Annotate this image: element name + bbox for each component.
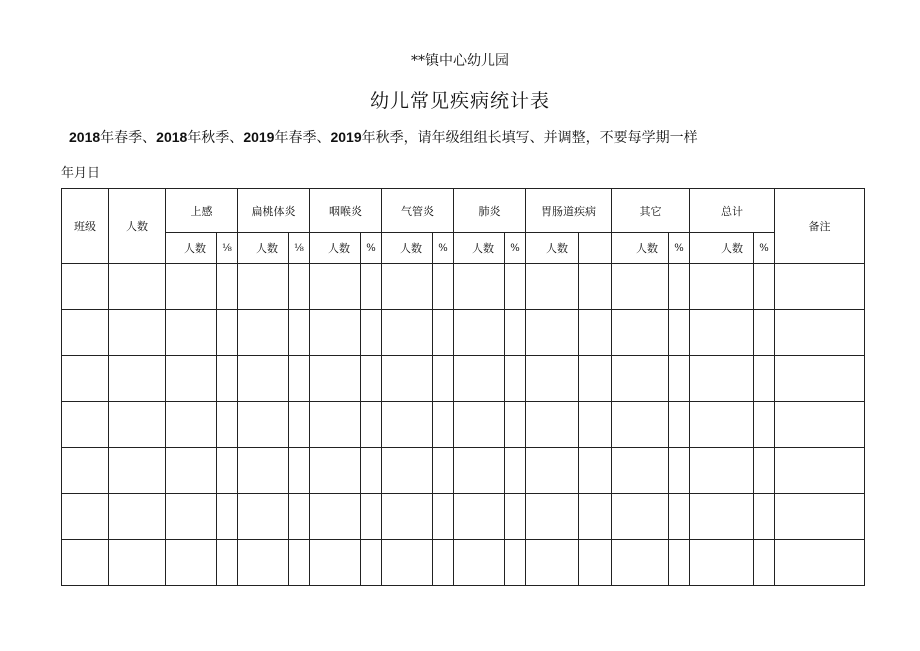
table-cell[interactable] [612, 264, 669, 310]
table-cell[interactable] [612, 356, 669, 402]
table-cell[interactable] [775, 494, 865, 540]
subheader-percent [579, 233, 612, 264]
table-cell[interactable] [62, 356, 109, 402]
table-cell[interactable] [62, 448, 109, 494]
table-cell[interactable] [310, 356, 361, 402]
table-cell[interactable] [361, 540, 382, 586]
instruction-year: 2018 [156, 129, 188, 145]
table-cell[interactable] [289, 264, 310, 310]
table-cell[interactable] [775, 540, 865, 586]
subheader-count: 人数 [690, 233, 754, 264]
table-cell[interactable] [109, 402, 166, 448]
table-cell[interactable] [166, 494, 217, 540]
table-cell[interactable] [217, 494, 238, 540]
table-cell[interactable] [382, 540, 433, 586]
table-cell[interactable] [579, 494, 612, 540]
table-cell[interactable] [526, 356, 579, 402]
table-cell[interactable] [669, 402, 690, 448]
table-cell[interactable] [289, 494, 310, 540]
table-cell[interactable] [754, 448, 775, 494]
header-disease: 肺炎 [454, 189, 526, 233]
table-cell[interactable] [526, 448, 579, 494]
header-disease: 扁桃体炎 [238, 189, 310, 233]
table-cell[interactable] [505, 494, 526, 540]
header-disease: 其它 [612, 189, 690, 233]
table-cell[interactable] [505, 448, 526, 494]
table-cell[interactable] [310, 402, 361, 448]
table-cell[interactable] [289, 310, 310, 356]
table-cell[interactable] [166, 310, 217, 356]
table-cell[interactable] [433, 402, 454, 448]
table-cell[interactable] [238, 448, 289, 494]
table-cell[interactable] [690, 264, 754, 310]
table-cell[interactable] [454, 494, 505, 540]
table-cell[interactable] [109, 264, 166, 310]
table-cell[interactable] [526, 310, 579, 356]
table-cell[interactable] [109, 540, 166, 586]
table-cell[interactable] [238, 264, 289, 310]
table-row [62, 402, 865, 448]
subheader-percent: % [361, 233, 382, 264]
header-count: 人数 [109, 189, 166, 264]
table-cell[interactable] [454, 540, 505, 586]
instruction-text: 年秋季、 [187, 130, 244, 146]
header-disease: 咽喉炎 [310, 189, 382, 233]
instruction-text: 年春季、 [274, 130, 331, 146]
header-disease: 胃肠道疾病 [526, 189, 612, 233]
table-cell[interactable] [109, 494, 166, 540]
table-cell[interactable] [775, 356, 865, 402]
table-cell[interactable] [361, 310, 382, 356]
table-cell[interactable] [754, 264, 775, 310]
header-class: 班级 [62, 189, 109, 264]
table-cell[interactable] [433, 494, 454, 540]
table-cell[interactable] [382, 494, 433, 540]
table-cell[interactable] [505, 310, 526, 356]
table-cell[interactable] [690, 356, 754, 402]
table-cell[interactable] [166, 356, 217, 402]
table-cell[interactable] [433, 310, 454, 356]
instruction-year: 2019 [243, 129, 275, 145]
table-cell[interactable] [754, 540, 775, 586]
table-cell[interactable] [166, 540, 217, 586]
table-cell[interactable] [690, 494, 754, 540]
table-cell[interactable] [62, 540, 109, 586]
instruction-text: 年春季、 [100, 130, 157, 146]
table-cell[interactable] [433, 448, 454, 494]
organization-name: **镇中心幼儿园 [411, 53, 509, 69]
table-cell[interactable] [690, 402, 754, 448]
table-cell[interactable] [690, 540, 754, 586]
subheader-count: 人数 [166, 233, 217, 264]
table-cell[interactable] [579, 264, 612, 310]
table-cell[interactable] [166, 448, 217, 494]
instruction-year: 2018 [69, 129, 101, 145]
table-cell[interactable] [775, 448, 865, 494]
table-cell[interactable] [382, 264, 433, 310]
table-cell[interactable] [166, 264, 217, 310]
subheader-percent: % [505, 233, 526, 264]
table-cell[interactable] [669, 448, 690, 494]
table-cell[interactable] [612, 540, 669, 586]
table-cell[interactable] [612, 448, 669, 494]
table-cell[interactable] [62, 264, 109, 310]
document-title: 幼儿常见疾病统计表 [369, 90, 550, 112]
table-cell[interactable] [612, 494, 669, 540]
table-cell[interactable] [361, 448, 382, 494]
table-cell[interactable] [612, 310, 669, 356]
table-cell[interactable] [217, 356, 238, 402]
table-cell[interactable] [433, 356, 454, 402]
table-cell[interactable] [579, 540, 612, 586]
table-cell[interactable] [433, 540, 454, 586]
table-cell[interactable] [690, 310, 754, 356]
table-cell[interactable] [505, 402, 526, 448]
table-cell[interactable] [361, 494, 382, 540]
subheader-count: 人数 [454, 233, 505, 264]
table-row [62, 494, 865, 540]
instruction-year: 2019 [330, 129, 362, 145]
table-cell[interactable] [505, 264, 526, 310]
table-cell[interactable] [526, 540, 579, 586]
table-cell[interactable] [310, 310, 361, 356]
table-cell[interactable] [454, 448, 505, 494]
table-cell[interactable] [217, 310, 238, 356]
table-cell[interactable] [775, 310, 865, 356]
table-cell[interactable] [238, 494, 289, 540]
table-cell[interactable] [217, 448, 238, 494]
table-cell[interactable] [238, 356, 289, 402]
table-cell[interactable] [669, 540, 690, 586]
table-cell[interactable] [289, 540, 310, 586]
table-cell[interactable] [382, 402, 433, 448]
subheader-percent: % [754, 233, 775, 264]
table-cell[interactable] [361, 356, 382, 402]
subheader-count: 人数 [238, 233, 289, 264]
header-disease: 上感 [166, 189, 238, 233]
table-cell[interactable] [238, 402, 289, 448]
table-cell[interactable] [526, 494, 579, 540]
table-cell[interactable] [109, 448, 166, 494]
table-cell[interactable] [310, 540, 361, 586]
table-cell[interactable] [310, 264, 361, 310]
subheader-percent: % [669, 233, 690, 264]
table-cell[interactable] [289, 448, 310, 494]
table-cell[interactable] [382, 310, 433, 356]
table-cell[interactable] [217, 540, 238, 586]
table-cell[interactable] [62, 402, 109, 448]
table-cell[interactable] [775, 264, 865, 310]
table-row [62, 356, 865, 402]
table-cell[interactable] [579, 448, 612, 494]
subheader-count: 人数 [526, 233, 579, 264]
table-cell[interactable] [754, 494, 775, 540]
subheader-count: 人数 [310, 233, 361, 264]
table-cell[interactable] [361, 264, 382, 310]
table-cell[interactable] [433, 264, 454, 310]
table-row [62, 310, 865, 356]
table-cell[interactable] [754, 402, 775, 448]
subheader-count: 人数 [612, 233, 669, 264]
table-cell[interactable] [690, 448, 754, 494]
table-cell[interactable] [382, 448, 433, 494]
date-label: 年月日 [61, 166, 101, 181]
table-cell[interactable] [669, 264, 690, 310]
table-cell[interactable] [579, 356, 612, 402]
table-cell[interactable] [754, 310, 775, 356]
table-cell[interactable] [579, 310, 612, 356]
table-cell[interactable] [454, 310, 505, 356]
table-cell[interactable] [526, 402, 579, 448]
table-cell[interactable] [289, 356, 310, 402]
table-cell[interactable] [454, 402, 505, 448]
instruction-note [69, 127, 698, 147]
table-cell[interactable] [454, 356, 505, 402]
disease-statistics-table [61, 188, 865, 586]
table-row [62, 540, 865, 586]
subheader-percent: % [433, 233, 454, 264]
table-cell[interactable] [505, 540, 526, 586]
table-cell[interactable] [669, 356, 690, 402]
table-cell[interactable] [62, 310, 109, 356]
subheader-percent: ⅛ [217, 233, 238, 264]
table-cell[interactable] [579, 402, 612, 448]
table-cell[interactable] [238, 540, 289, 586]
table-cell[interactable] [669, 494, 690, 540]
table-cell[interactable] [669, 310, 690, 356]
table-cell[interactable] [775, 402, 865, 448]
table-cell[interactable] [217, 402, 238, 448]
table-cell[interactable] [382, 356, 433, 402]
table-cell[interactable] [109, 310, 166, 356]
table-cell[interactable] [310, 494, 361, 540]
table-cell[interactable] [612, 402, 669, 448]
table-row [62, 448, 865, 494]
header-disease: 气管炎 [382, 189, 454, 233]
table-cell[interactable] [754, 356, 775, 402]
table-row [62, 264, 865, 310]
table-cell[interactable] [310, 448, 361, 494]
table-cell[interactable] [361, 402, 382, 448]
subheader-count: 人数 [382, 233, 433, 264]
header-disease: 总计 [690, 189, 775, 233]
table-cell[interactable] [505, 356, 526, 402]
table-cell[interactable] [526, 264, 579, 310]
table-cell[interactable] [217, 264, 238, 310]
header-remark: 备注 [775, 189, 865, 264]
table-cell[interactable] [109, 356, 166, 402]
table-cell[interactable] [289, 402, 310, 448]
table-cell[interactable] [62, 494, 109, 540]
table-cell[interactable] [166, 402, 217, 448]
table-cell[interactable] [454, 264, 505, 310]
subheader-percent: ⅛ [289, 233, 310, 264]
table-cell[interactable] [238, 310, 289, 356]
instruction-text: 年秋季，请年级组组长填写、并调整，不要每学期一样 [361, 130, 698, 146]
